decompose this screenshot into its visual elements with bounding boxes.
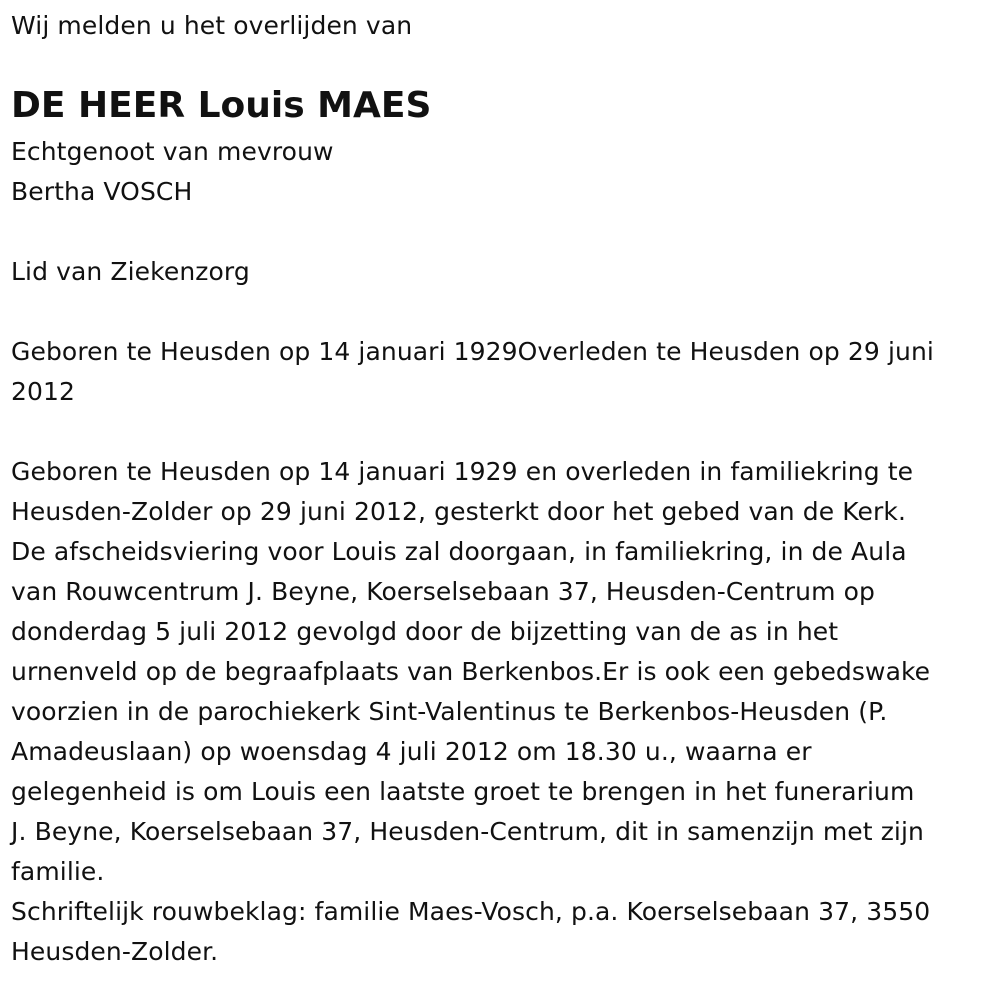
- body-line: De afscheidsviering voor Louis zal doorgaan, in familiekring, in de Aula: [11, 537, 907, 566]
- spouse-line-1: Echtgenoot van mevrouw: [11, 137, 334, 166]
- dates-line-2: 2012: [11, 377, 76, 406]
- condolence-line: Schriftelijk rouwbeklag: familie Maes-Vosch, p.a. Koerselsebaan 37, 3550: [11, 897, 931, 926]
- body-line: urnenveld op de begraafplaats van Berkenbos.Er is ook een gebedswake: [11, 657, 931, 686]
- membership-text: Lid van Ziekenzorg: [11, 257, 250, 286]
- deceased-name: DE HEER Louis MAES: [11, 85, 432, 126]
- intro-text: Wij melden u het overlijden van: [11, 11, 413, 40]
- spouse-line-2: Bertha VOSCH: [11, 177, 193, 206]
- spacer: [11, 292, 986, 332]
- obituary-document: [11, 8, 986, 972]
- body-paragraph: [11, 452, 986, 972]
- body-line: van Rouwcentrum J. Beyne, Koerselsebaan 37, Heusden-Centrum op: [11, 577, 875, 606]
- condolence-line: Heusden-Zolder.: [11, 937, 219, 966]
- body-line: gelegenheid is om Louis een laatste groet te brengen in het funerarium: [11, 777, 915, 806]
- spacer: [11, 412, 986, 452]
- body-line: Heusden-Zolder op 29 juni 2012, gesterkt door het gebed van de Kerk.: [11, 497, 906, 526]
- body-line: J. Beyne, Koerselsebaan 37, Heusden-Centrum, dit in samenzijn met zijn: [11, 817, 924, 846]
- body-line: Geboren te Heusden op 14 januari 1929 en overleden in familiekring te: [11, 457, 914, 486]
- dates-line-1: Geboren te Heusden op 14 januari 1929Overleden te Heusden op 29 juni: [11, 337, 934, 366]
- body-line: Amadeuslaan) op woensdag 4 juli 2012 om 18.30 u., waarna er: [11, 737, 812, 766]
- spacer: [11, 212, 986, 252]
- body-line: voorzien in de parochiekerk Sint-Valentinus te Berkenbos-Heusden (P.: [11, 697, 888, 726]
- body-line: donderdag 5 juli 2012 gevolgd door de bijzetting van de as in het: [11, 617, 839, 646]
- body-line: familie.: [11, 857, 105, 886]
